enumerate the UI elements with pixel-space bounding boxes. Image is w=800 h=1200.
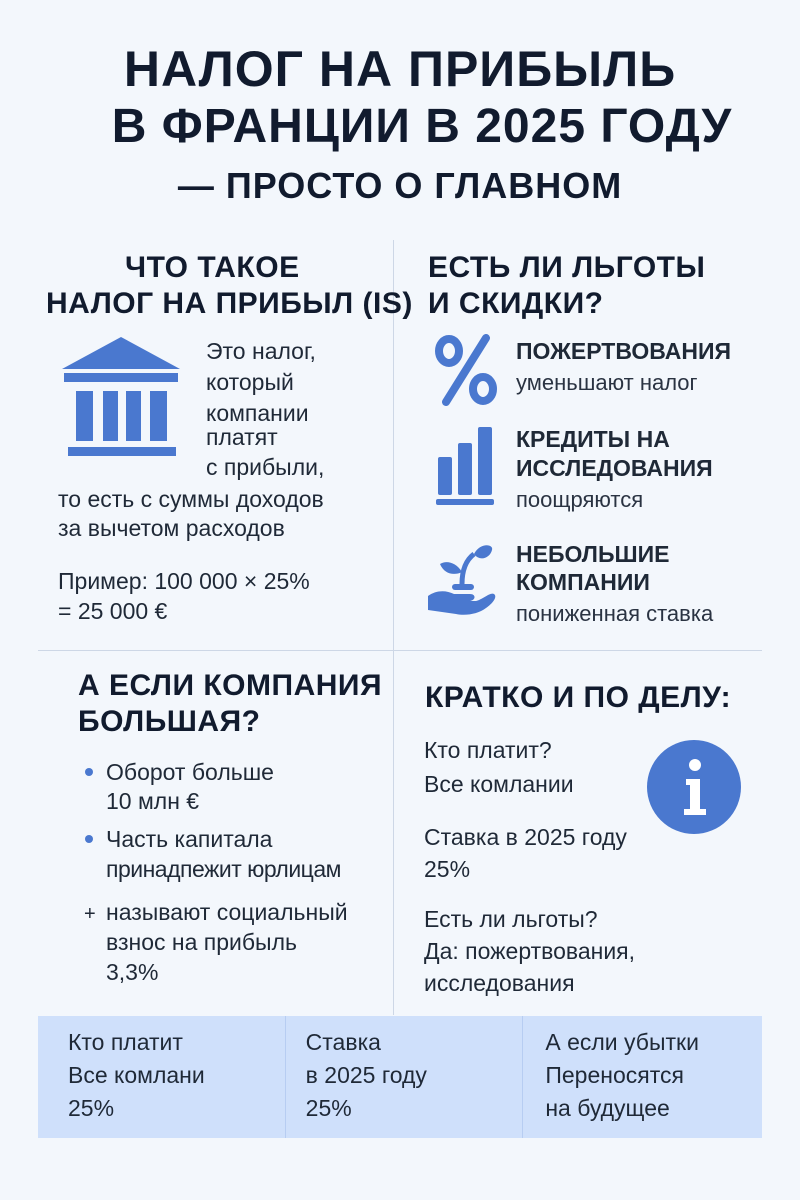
benefit-sub-donations: уменьшают налог	[516, 370, 698, 395]
example-line-2: = 25 000 €	[58, 598, 168, 624]
summary-cell-1-line-1: Кто платит	[68, 1029, 183, 1055]
large-heading-2: БОЛЬШАЯ?	[78, 705, 261, 738]
summary-cell-1-line-3: 25%	[68, 1095, 115, 1121]
percent-icon	[434, 334, 498, 406]
summary-cell-1-line-2: Все комлани	[68, 1062, 205, 1088]
summary-cell-3-line-3: на будущее	[545, 1095, 670, 1121]
bullet-dot	[85, 835, 93, 843]
summary-cell	[38, 1016, 285, 1138]
brief-q2: Ставка в 2025 году	[424, 824, 627, 850]
benefits-heading-1: ЕСТЬ ЛИ ЛЬГОТЫ	[428, 251, 706, 284]
large-heading-1: А ЕСЛИ КОМПАНИЯ	[78, 669, 383, 702]
bullet-dot	[85, 768, 93, 776]
what-desc-7: за вычетом расходов	[58, 515, 285, 541]
brief-heading: КРАТКО И ПО ДЕЛУ:	[425, 681, 732, 714]
large-b3-line3: 3,3%	[106, 959, 159, 985]
what-heading-1: ЧТО ТАКОЕ	[125, 251, 300, 284]
summary-strip	[38, 1016, 762, 1138]
info-icon	[646, 739, 742, 835]
benefit-title-research-1: КРЕДИТЫ НА	[516, 426, 670, 452]
bank-building-icon	[58, 335, 184, 467]
brief-q1: Кто платит?	[424, 737, 552, 763]
large-b2-line1: Часть капитала	[106, 826, 273, 852]
summary-cell-2-line-2: в 2025 году	[305, 1062, 427, 1088]
summary-cell	[522, 1016, 762, 1138]
vertical-divider	[393, 240, 394, 1015]
brief-a3a: Да: пожертвования,	[424, 938, 636, 964]
summary-cell-2-line-1: Ставка	[305, 1029, 381, 1055]
summary-cell-3-line-1: А если убытки	[545, 1029, 699, 1055]
what-desc-6: то есть с суммы доходов	[58, 486, 324, 512]
page-subtitle: — ПРОСТО О ГЛАВНОМ	[177, 165, 623, 206]
benefit-title-small-1: НЕБОЛЬШИЕ	[516, 541, 670, 567]
benefit-sub-small: пониженная ставка	[516, 601, 714, 626]
benefit-title-research-2: ИССЛЕДОВАНИЯ	[516, 455, 713, 481]
example-line-1: Пример: 100 000 × 25%	[58, 568, 310, 594]
summary-cell-2-line-3: 25%	[305, 1095, 352, 1121]
large-b3-line1: называют социальный	[106, 899, 348, 925]
benefit-title-small-2: КОМПАНИИ	[516, 569, 650, 595]
large-b2-line2: принадпежит юрлицам	[106, 856, 341, 882]
large-b1-line1: Оборот больше	[106, 759, 274, 785]
horizontal-divider	[38, 650, 762, 651]
what-desc-1: Это налог,	[206, 338, 316, 364]
benefit-title-donations: ПОЖЕРТВОВАНИЯ	[516, 338, 732, 364]
page-title-line-1: НАЛОГ НА ПРИБЫЛЬ	[123, 41, 677, 97]
what-desc-5: с прибыли,	[206, 454, 325, 480]
plus-icon: +	[84, 903, 96, 925]
page-title-line-2: В ФРАНЦИИ В 2025 ГОДУ	[111, 100, 733, 153]
brief-q3: Есть ли льготы?	[424, 906, 598, 932]
large-b3-line2: взнос на прибыль	[106, 929, 297, 955]
brief-a3b: исследования	[424, 970, 575, 996]
what-desc-3: компании	[206, 400, 309, 426]
bar-chart-icon	[434, 425, 494, 507]
benefit-sub-research: поощряются	[516, 487, 644, 512]
what-desc-2: который	[206, 369, 294, 395]
brief-a2: 25%	[424, 856, 471, 882]
sprout-hand-icon	[426, 540, 498, 616]
what-heading-2: НАЛОГ НА ПРИБЫЛ (IS)	[46, 287, 413, 320]
benefits-heading-2: И СКИДКИ?	[428, 287, 604, 320]
large-b1-line2: 10 млн €	[106, 788, 200, 814]
summary-cell-3-line-2: Переносятся	[545, 1062, 684, 1088]
brief-a1: Все комлании	[424, 771, 574, 797]
summary-cell	[285, 1016, 523, 1138]
what-desc-4: платят	[206, 424, 278, 450]
